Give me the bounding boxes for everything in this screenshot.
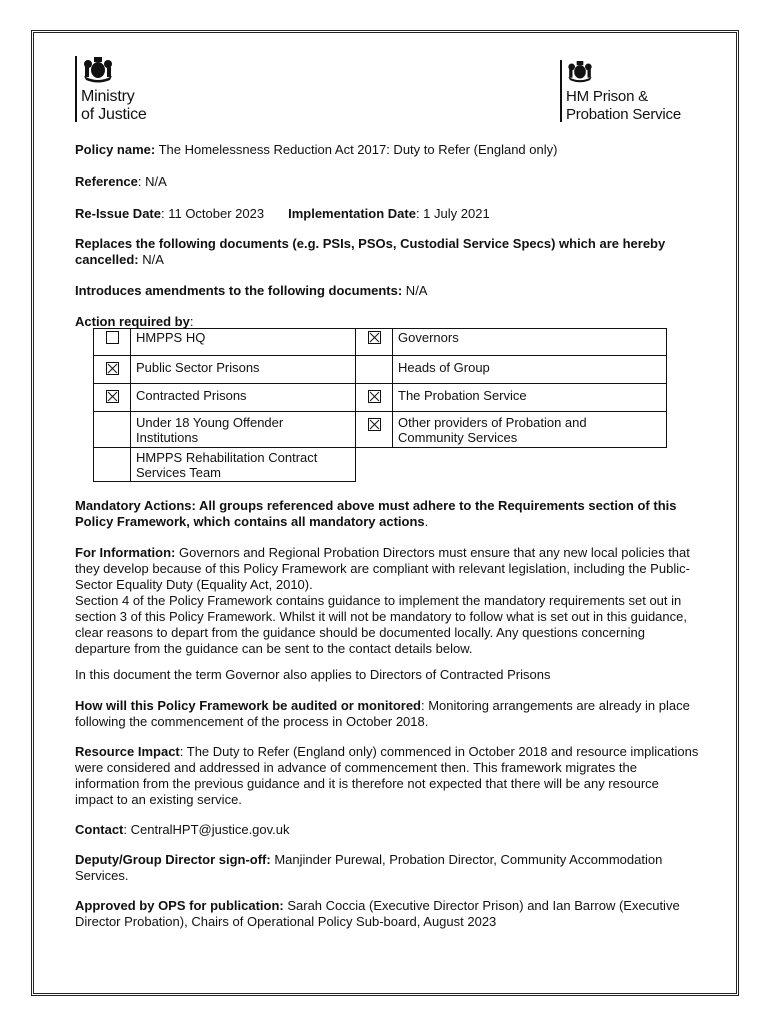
reference (75, 174, 700, 190)
mandatory-text: Mandatory Actions: All groups referenced above must adhere to the Requirements section of this Policy Framework, which contains all mandatory actions (75, 498, 677, 529)
checkbox-cell (356, 356, 393, 384)
table-row (94, 384, 667, 412)
reissue-label: Re-Issue Date (75, 206, 161, 221)
row-label: Heads of Group (398, 360, 490, 375)
resource-label: Resource Impact (75, 744, 180, 759)
approved-by (75, 898, 700, 930)
label-cell (393, 412, 667, 448)
audited-value: : Monitoring arrangements are already in place following the commencement of the process in October 2018. (75, 698, 690, 729)
row-label: HMPPS Rehabilitation Contract Services Team (136, 450, 318, 480)
hmpps-logo-line-1: HM Prison & (566, 88, 648, 105)
row-label: Public Sector Prisons (136, 360, 260, 375)
label-cell (131, 356, 356, 384)
label-cell (393, 329, 667, 356)
mandatory-actions (75, 498, 700, 530)
approved-value: Sarah Coccia (Executive Director Prison) and Ian Barrow (Executive Director Probation), Chairs of Operational Policy Sub-board, August 2023 (75, 898, 680, 929)
resource-value: : The Duty to Refer (England only) commenced in October 2018 and resource implications were considered and addressed in advance of commencement then. This framework migrates the information from the previous guidance and it is therefore not expected that there will be any resource impact to an existing service. (75, 744, 699, 807)
mandatory-end: . (424, 514, 429, 529)
row-label: Governors (398, 330, 459, 345)
row-label: Under 18 Young Offender Institutions (136, 415, 284, 445)
checkbox-cell (94, 356, 131, 384)
table-row (94, 412, 667, 448)
row-label: Contracted Prisons (136, 388, 247, 403)
reference-value: : N/A (137, 174, 167, 189)
contact-value: : CentralHPT@justice.gov.uk (123, 822, 290, 837)
resource-impact (75, 744, 700, 808)
checkbox-cell (356, 329, 393, 356)
audited-label: How will this Policy Framework be audited or monitored (75, 698, 421, 713)
moj-logo-line-1: Ministry (81, 88, 135, 105)
checkbox-probation-service[interactable] (368, 390, 381, 403)
table-row (94, 356, 667, 384)
deputy-label: Deputy/Group Director sign-off: (75, 852, 271, 867)
reference-label: Reference (75, 174, 138, 189)
contact-label: Contact (75, 822, 124, 837)
for-information-text-1: Governors and Regional Probation Directors must ensure that any new local policies that they develop because of this Policy Framework are compliant with relevant legislation, including the Public-Sector Equality Duty (Equality Act, 2010). (75, 545, 690, 592)
for-information-text-2: Section 4 of the Policy Framework contains guidance to implement the mandatory requirements set out in section 3 of this Policy Framework. Whilst it will not be mandatory to follow what is set out in this guidance, clear reasons to depart from the guidance should be documented locally. Any questions concerning departure from the guidance can be sent to the contact details below. (75, 593, 687, 656)
approved-label: Approved by OPS for publication: (75, 898, 284, 913)
checkbox-cross-icon (369, 391, 380, 402)
checkbox-hmpps-hq[interactable] (106, 331, 119, 344)
action-required-table (93, 328, 667, 482)
checkbox-cell (356, 412, 393, 448)
checkbox-contracted-prisons[interactable] (106, 390, 119, 403)
introduces (75, 283, 700, 299)
label-cell (131, 412, 356, 448)
row-label: HMPPS HQ (136, 330, 206, 345)
introduces-value: N/A (402, 283, 428, 298)
checkbox-public-sector-prisons[interactable] (106, 362, 119, 375)
implementation-value: : 1 July 2021 (415, 206, 490, 221)
governor-note: In this document the term Governor also applies to Directors of Contracted Prisons (75, 667, 551, 682)
checkbox-cross-icon (369, 332, 380, 343)
contact (75, 822, 700, 838)
checkbox-governors[interactable] (368, 331, 381, 344)
checkbox-cell (356, 384, 393, 412)
row-label: The Probation Service (398, 388, 527, 403)
moj-logo-line-2: of Justice (81, 106, 147, 123)
label-cell (131, 384, 356, 412)
action-required-label: Action required by (75, 314, 190, 329)
checkbox-cell (94, 329, 131, 356)
for-information-label: For Information: (75, 545, 176, 560)
checkbox-cell (94, 384, 131, 412)
checkbox-cell (94, 412, 131, 448)
label-cell (131, 448, 356, 482)
replaces-value: N/A (138, 252, 164, 267)
label-cell (393, 384, 667, 412)
policy-name-label: Policy name: (75, 142, 156, 157)
checkbox-cross-icon (107, 363, 118, 374)
label-cell (131, 329, 356, 356)
reissue-value: : 11 October 2023 (160, 206, 265, 221)
action-required-colon: : (189, 314, 194, 329)
replaces-label: Replaces the following documents (e.g. PSIs, PSOs, Custodial Service Specs) which are hereby cancelled: (75, 236, 666, 267)
table-row (94, 329, 667, 356)
empty-cell (356, 448, 393, 482)
checkbox-cell (94, 448, 131, 482)
checkbox-cross-icon (107, 391, 118, 402)
replaces (75, 236, 700, 268)
reissue-date (75, 206, 700, 222)
hmpps-logo-line-2: Probation Service (566, 106, 681, 123)
checkbox-cross-icon (369, 419, 380, 430)
table-row (94, 448, 667, 482)
deputy-sign-off (75, 852, 700, 884)
row-label: Other providers of Probation and Community Services (398, 415, 587, 445)
royal-crest-icon (80, 54, 116, 84)
deputy-value: Manjinder Purewal, Probation Director, Community Accommodation Services. (75, 852, 663, 883)
empty-cell (393, 448, 667, 482)
audited (75, 698, 700, 730)
policy-name-value: The Homelessness Reduction Act 2017: Duty to Refer (England only) (155, 142, 558, 157)
introduces-label: Introduces amendments to the following documents: (75, 283, 403, 298)
royal-crest-icon (565, 58, 595, 84)
checkbox-other-providers[interactable] (368, 418, 381, 431)
implementation-label: Implementation Date (288, 206, 416, 221)
policy-name (75, 142, 700, 158)
for-information (75, 545, 700, 657)
label-cell (393, 356, 667, 384)
